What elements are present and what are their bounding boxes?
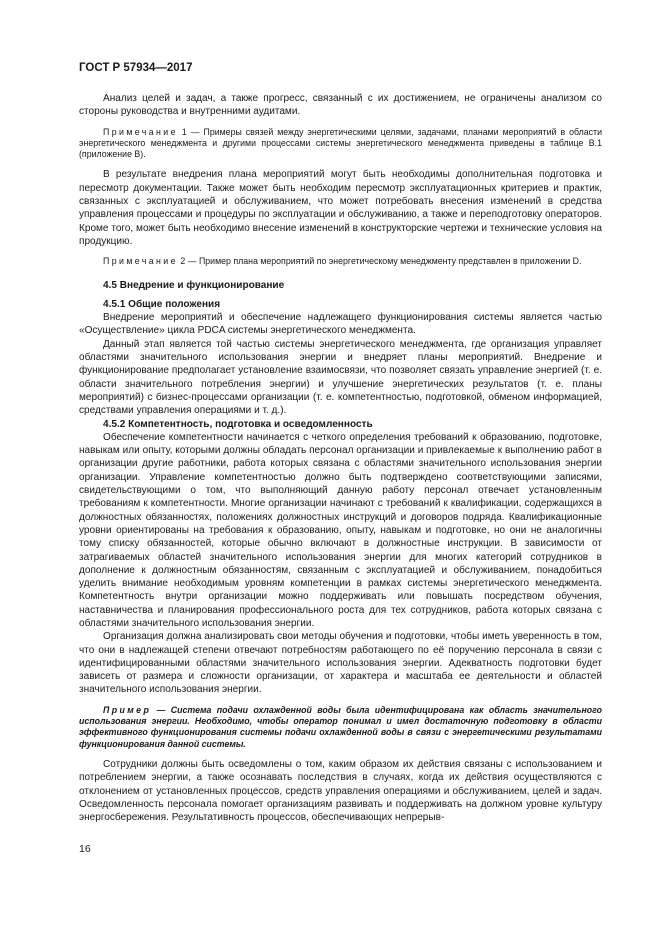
example-label: Пример: [103, 704, 152, 715]
note-text: 2 — Пример плана мероприятий по энергетическому менеджменту представлен в приложении D.: [177, 256, 582, 267]
section-heading: 4.5 Внедрение и функционирование: [103, 279, 285, 291]
subsection-heading: 4.5.1 Общие положения: [103, 298, 221, 310]
body-paragraph: Внедрение мероприятий и обеспечение надлежащего функционирования системы является частью «Осуществление» цикла PDCA системы энергетического менеджмента.: [79, 312, 602, 337]
body-paragraph: Анализ целей и задач, а также прогресс, связанный с их достижением, не ограничены анализом со стороны руководства и внутренними аудитами.: [79, 93, 602, 118]
page-number: 16: [79, 843, 91, 855]
body-paragraph: Организация должна анализировать свои методы обучения и подготовки, чтобы иметь уверенность в том, что они в надлежащей степени отвечают потребностям работающего по её поручению персонала в связи с идентифицированными областями значительного использования энергии. Адекватность подготовки будет зависеть от размера и сложности организации, от характера и масштаба ее деятельности и областей значительного использования энергии.: [79, 631, 602, 696]
note-label: Примечание: [103, 126, 178, 137]
note-text: 1 — Примеры связей между энергетическими целями, задачами, планами мероприятий в области энергетического менеджмента и другими процессами системы энергетического менеджмента приведены в таблице В.1 (приложение В).: [79, 126, 602, 160]
example-text: — Система подачи охлажденной воды была идентифицирована как область значительного использования энергии. Необходимо, чтобы оператор понимал и имел достаточную подготовку в области эффективного функционирования системы подачи охлажденной воды в связи с энергетическими результатами функционирования данной системы.: [79, 704, 602, 749]
page-header-standard-code: ГОСТ Р 57934—2017: [79, 62, 193, 74]
body-paragraph: Данный этап является той частью системы энергетического менеджмента, где организация управляет областями значительного использования энергии и внедряет планы мероприятий. Внедрение и функционирование предполагает установление взаимосвязи, что позволяет связать управление энергией (т. е. области значительного потребления энергии) и улучшение энергетических результатов (т. е. планы мероприятий) с бизнес-процессами организации (т. е. компетентностью, подготовкой, обменом информацией, средствами управления операциями и т. д.).: [79, 338, 602, 417]
note-label: Примечание: [103, 256, 178, 267]
body-paragraph: В результате внедрения плана мероприятий могут быть необходимы дополнительная подготовка и пересмотр документации. Также может быть необходим пересмотр эксплуатационных критериев и практик, связанных с эксплуатацией и обслуживанием, что может потребовать внесения изменений в средства управления процессами и процедуры по эксплуатации и обслуживанию, а также и переподготовку операторов. Кроме того, может быть необходимо внесение изменений в конструкторские чертежи и технические условия на продукцию.: [79, 169, 602, 247]
body-paragraph: Обеспечение компетентности начинается с четкого определения требований к образованию, подготовке, навыкам или опыту, которыми должны обладать персонал организации и привлекаемые к выполнению работ в организации другие работники, работа которых связана с областями значительного использования энергии организации. Управление компетентностью должно быть подтверждено соответствующими записями, свидетельствующими о том, что выполняющий данную работу персонал отвечает установленным требованиям к компетентности. Многие организации начинают с требований к квалификации, содержащихся в должностных обязанностях, положениях должностных инструкций и договоров подряда. Квалификационные уровни ориентированы на требования к образованию, опыту, навыкам и подготовке, но они не аналогичны тому списку обязанностей, которые обычно включают в должностные инструкции. В зависимости от затрагиваемых областей значительного использования энергии для многих категорий сотрудников в дополнение к должностным обязанностям, связанным с эксплуатацией и обслуживанием, понадобиться уделить внимание необходимым уровням компетенции в рамках системы энергетического менеджмента. Компетентность внутри организации можно поддерживать или повышать посредством обучения, наставничества и планирования профессионального роста для тех сотрудников, работа которых связана с областями значительного использования энергии.: [79, 431, 602, 629]
note-paragraph: [79, 256, 602, 267]
note-paragraph: [79, 127, 602, 161]
subsection-heading: 4.5.2 Компетентность, подготовка и осведомленность: [103, 418, 373, 430]
document-body: [79, 92, 602, 824]
body-paragraph: Сотрудники должны быть осведомлены о том, каким образом их действия связаны с использованием и потреблением энергии, а также осознавать последствия в случаях, когда их действия осуществляются с отклонением от установленных процессов, средств управления операциями и обслуживанием, целей и задач. Осведомленность персонала помогает организациям развивать и поддерживать на должном уровне культуру энергосбережения. Результативность процессов, обеспечивающих непрерыв-: [79, 758, 602, 824]
example-paragraph: [79, 705, 602, 750]
